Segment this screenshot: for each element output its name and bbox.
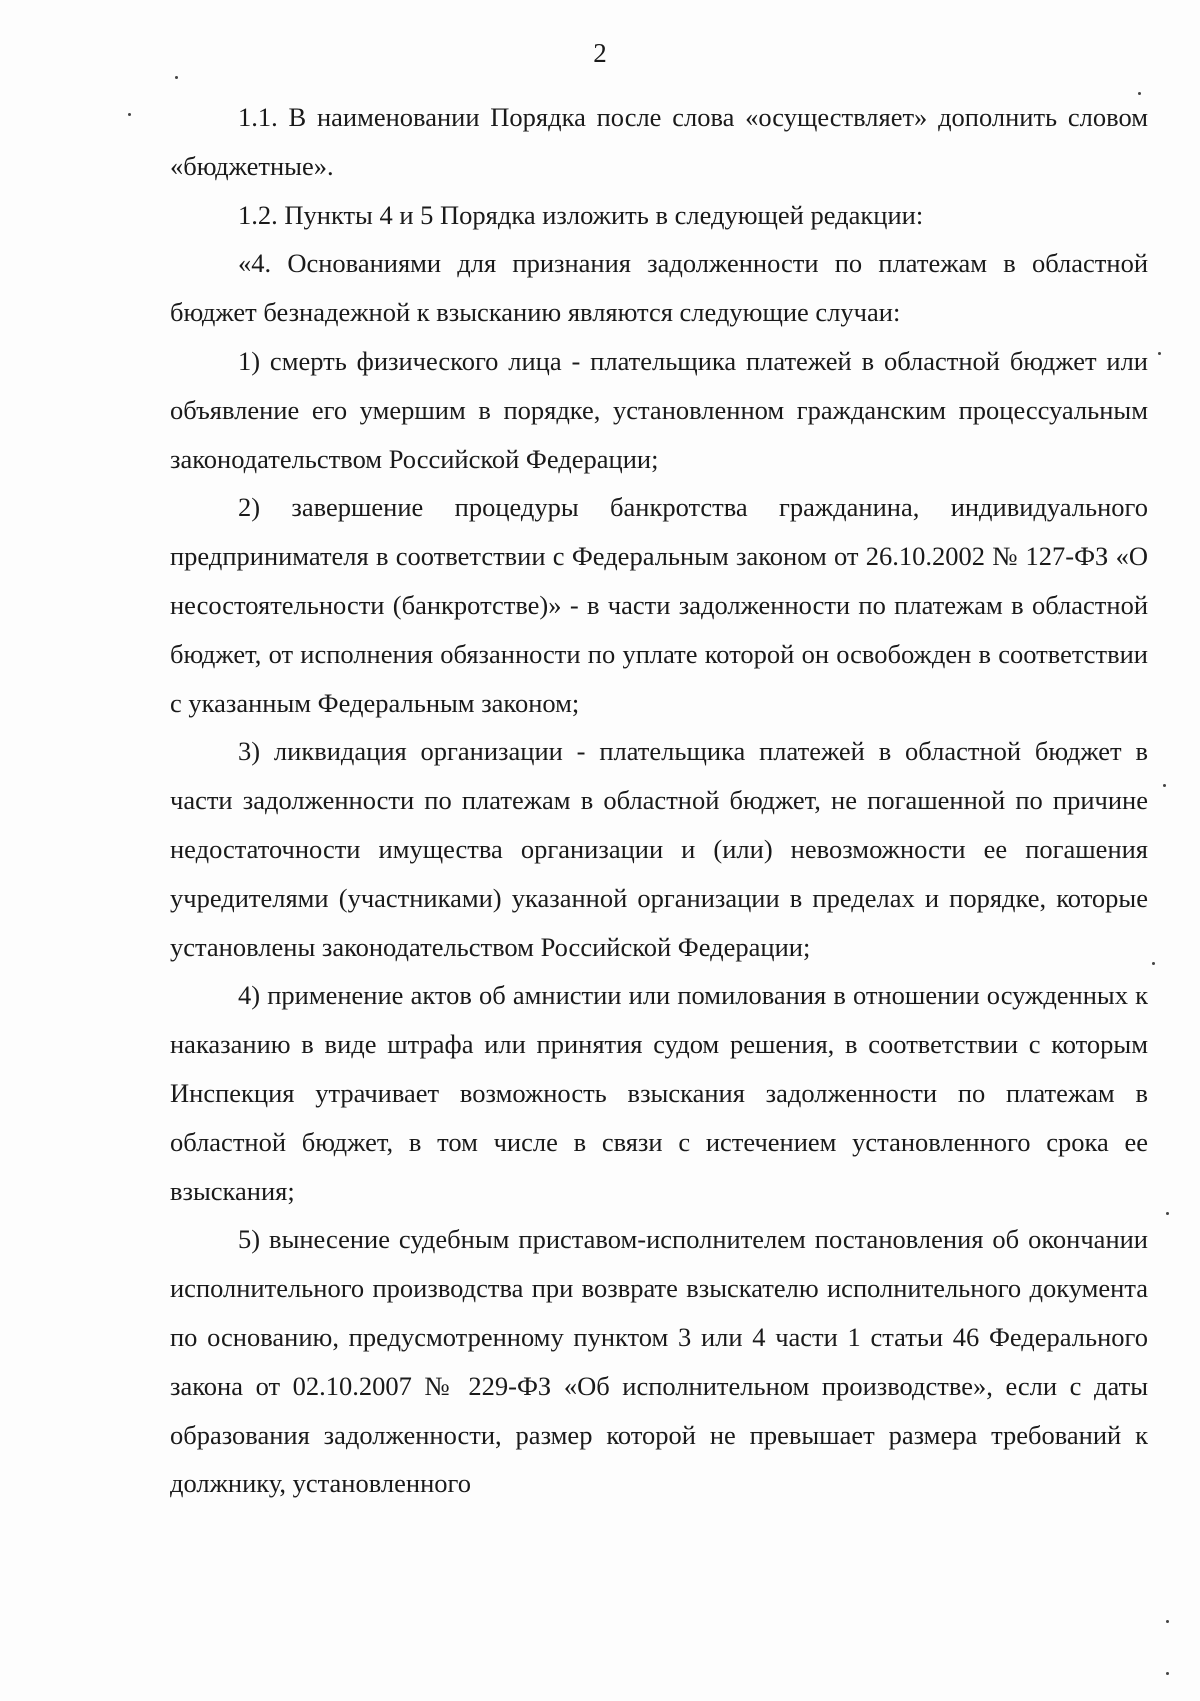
paragraph-case-1: 1) смерть физического лица - плательщика платежей в областной бюджет или объявление его умершим в порядке, установленном гражданским процессуальным законодательством Российской Федерации; [170,345,1148,474]
paragraph-1-1: 1.1. В наименовании Порядка после слова «осуществляет» дополнить словом «бюджетные». [170,102,1148,181]
paragraph-point-4-intro: «4. Основаниями для признания задолженности по платежам в областной бюджет безнадежной к взысканию являются следующие случаи: [170,248,1148,328]
paragraph-1-2: 1.2. Пункты 4 и 5 Порядка изложить в следующей редакции: [238,199,924,230]
scan-speck [175,76,178,79]
paragraph-case-3: 3) ликвидация организации - плательщика платежей в областной бюджет в части задолженности по платежам в областной бюджет, не погашенной по причине недостаточности имущества организации и (или) невозможности ее погашения учредителями (участниками) указанной организации в пределах и порядке, которые установлены законодательством Российской Федерации; [170,736,1148,962]
scan-speck [1158,352,1161,355]
scan-speck [1166,1672,1169,1675]
paragraph-case-4: 4) применение актов об амнистии или помилования в отношении осужденных к наказанию в виде штрафа или принятия судом решения, в соответствии с которым Инспекция утрачивает возможность взыскания задолженности по платежам в областной бюджет, в том числе в связи с истечением установленного срока ее взыскания; [170,980,1148,1206]
document-body [170,93,1148,1508]
scan-speck [1138,92,1141,95]
paragraph-case-2: 2) завершение процедуры банкротства гражданина, индивидуального предпринимателя в соответствии с Федеральным законом от 26.10.2002 № 127-ФЗ «О несостоятельности (банкротстве)» - в части задолженности по платежам в областной бюджет, от исполнения обязанности по уплате которой он освобожден в соответствии с указанным Федеральным законом; [170,492,1148,718]
scan-speck [1166,1212,1169,1215]
paragraph-case-5: 5) вынесение судебным приставом-исполнителем постановления об окончании исполнительного производства при возврате взыскателю исполнительного документа по основанию, предусмотренному пунктом 3 или 4 части 1 статьи 46 Федерального закона от 02.10.2007 № 229-ФЗ «Об исполнительном производстве», если с даты образования задолженности, размер которой не превышает размера требований к должнику, установленного [170,1224,1148,1499]
scan-speck [1166,1620,1169,1623]
scan-speck [128,113,131,116]
scan-speck [1163,784,1166,787]
scan-speck [1152,962,1155,965]
page-number: 2 [593,38,607,68]
